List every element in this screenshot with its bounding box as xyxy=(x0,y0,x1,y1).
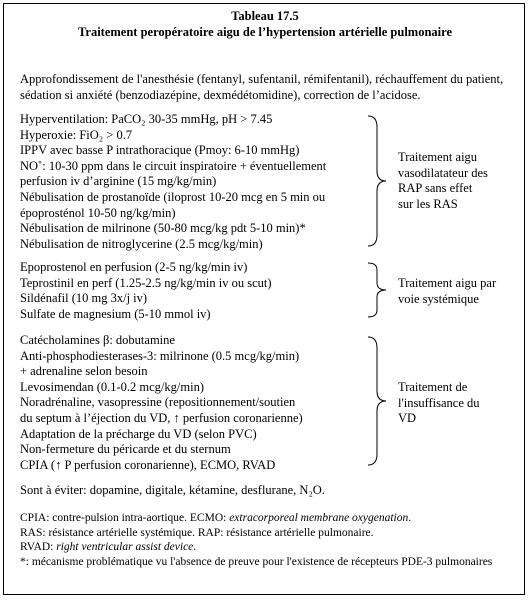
list-item: Nébulisation de milrinone (50-80 mcg/kg pdt 5-10 min)* xyxy=(20,221,306,236)
group-label-line: RAP sans effet xyxy=(398,181,473,196)
list-item: CPIA (↑ P perfusion coronarienne), ECMO, RVAD xyxy=(20,457,276,472)
group-label-line: l'insuffisance du xyxy=(398,395,480,410)
group-vd-list xyxy=(20,333,303,473)
intro-line: Approfondissement de l'anesthésie (fentanyl, sufentanil, rémifentanil), réchauffement du patient, xyxy=(20,72,504,86)
list-item: IPPV avec basse P intrathoracique (Pmoy: 6-10 mmHg) xyxy=(20,143,300,158)
list-item: Levosimendan (0.1-0.2 mcg/kg/min) xyxy=(20,379,204,394)
right-brace-icon xyxy=(366,115,390,247)
group-label-line: Traitement de xyxy=(398,380,468,394)
group-vasodilatateur-label xyxy=(398,150,488,212)
footnote-ras: RAS: résistance artérielle systémique. RAP: résistance artérielle pulmonaire. xyxy=(20,526,374,539)
group-label-line: Traitement aigu par xyxy=(398,276,497,290)
list-item: perfusion iv d’arginine (15 mg/kg/min) xyxy=(20,174,217,189)
list-item: Anti-phosphodiesterases-3: milrinone (0.5 mcg/kg/min) xyxy=(20,348,300,363)
list-item: Non-fermeture du péricarde et du sternum xyxy=(20,442,231,457)
list-item: Nébulisation de prostanoïde (iloprost 10-20 mcg en 5 min ou xyxy=(20,189,326,204)
group-label-line: VD xyxy=(398,411,417,426)
footnotes xyxy=(20,511,492,569)
list-item: NO˚: 10-30 ppm dans le circuit inspiratoire + éventuellement xyxy=(20,158,327,173)
list-item: Catécholamines β: dobutamine xyxy=(20,333,175,347)
group-label-line: sur les RAS xyxy=(398,196,458,211)
list-item: Epoprostenol en perfusion (2-5 ng/kg/min iv) xyxy=(20,260,248,274)
avoid-line: Sont à éviter: dopamine, digitale, kétamine, desflurane, N₂O. xyxy=(20,483,325,497)
list-item: Hyperventilation: PaCO₂ 30-35 mmHg, pH > 7.45 xyxy=(20,112,273,126)
group-label-line: vasodilatateur des xyxy=(398,165,488,180)
group-systemique-list xyxy=(20,260,272,322)
list-item: du septum à l’éjection du VD, ↑ perfusion coronarienne) xyxy=(20,410,303,425)
list-item: Adaptation de la précharge du VD (selon PVC) xyxy=(20,426,257,441)
group-label-line: Traitement aigu xyxy=(398,150,478,164)
group-vasodilatateur-list xyxy=(20,112,326,252)
list-item: Teprostinil en perf (1.25-2.5 ng/kg/min iv ou scut) xyxy=(20,275,272,290)
list-item: Hyperoxie: FiO₂ > 0.7 xyxy=(20,127,133,142)
table-number: Tableau 17.5 xyxy=(231,9,299,23)
list-item: Sildénafil (10 mg 3x/j iv) xyxy=(20,291,148,306)
right-brace-icon xyxy=(366,262,390,318)
table-title: Traitement peropératoire aigu de l’hypertension artérielle pulmonaire xyxy=(77,25,452,39)
group-vd-label xyxy=(398,380,480,427)
list-item: Nébulisation de nitroglycerine (2.5 mcg/kg/min) xyxy=(20,236,263,251)
list-item: époprosténol 10-50 ng/kg/min) xyxy=(20,205,176,220)
list-item: + adrenaline selon besoin xyxy=(20,364,148,379)
list-item: Sulfate de magnesium (5-10 mmol iv) xyxy=(20,306,211,321)
footnote-star: *: mécanisme problématique vu l'absence de preuve pour l'existence de récepteurs PDE-3 pulmonaires xyxy=(20,555,493,568)
footnote-cpia: CPIA: contre-pulsion intra-aortique. ECMO: extracorporeal membrane oxygenation. xyxy=(20,512,412,524)
list-item: Noradrénaline, vasopressine (repositionnement/soutien xyxy=(20,395,296,410)
footnote-rvad: RVAD: right ventricular assist device. xyxy=(20,541,197,554)
group-label-line: voie systémique xyxy=(398,291,479,306)
intro-text xyxy=(20,72,503,103)
intro-line: sédation si anxiété (benzodiazépine, dexmédétomidine), correction de l’acidose. xyxy=(20,87,421,102)
group-systemique-label xyxy=(398,276,496,307)
right-brace-icon xyxy=(366,336,390,466)
